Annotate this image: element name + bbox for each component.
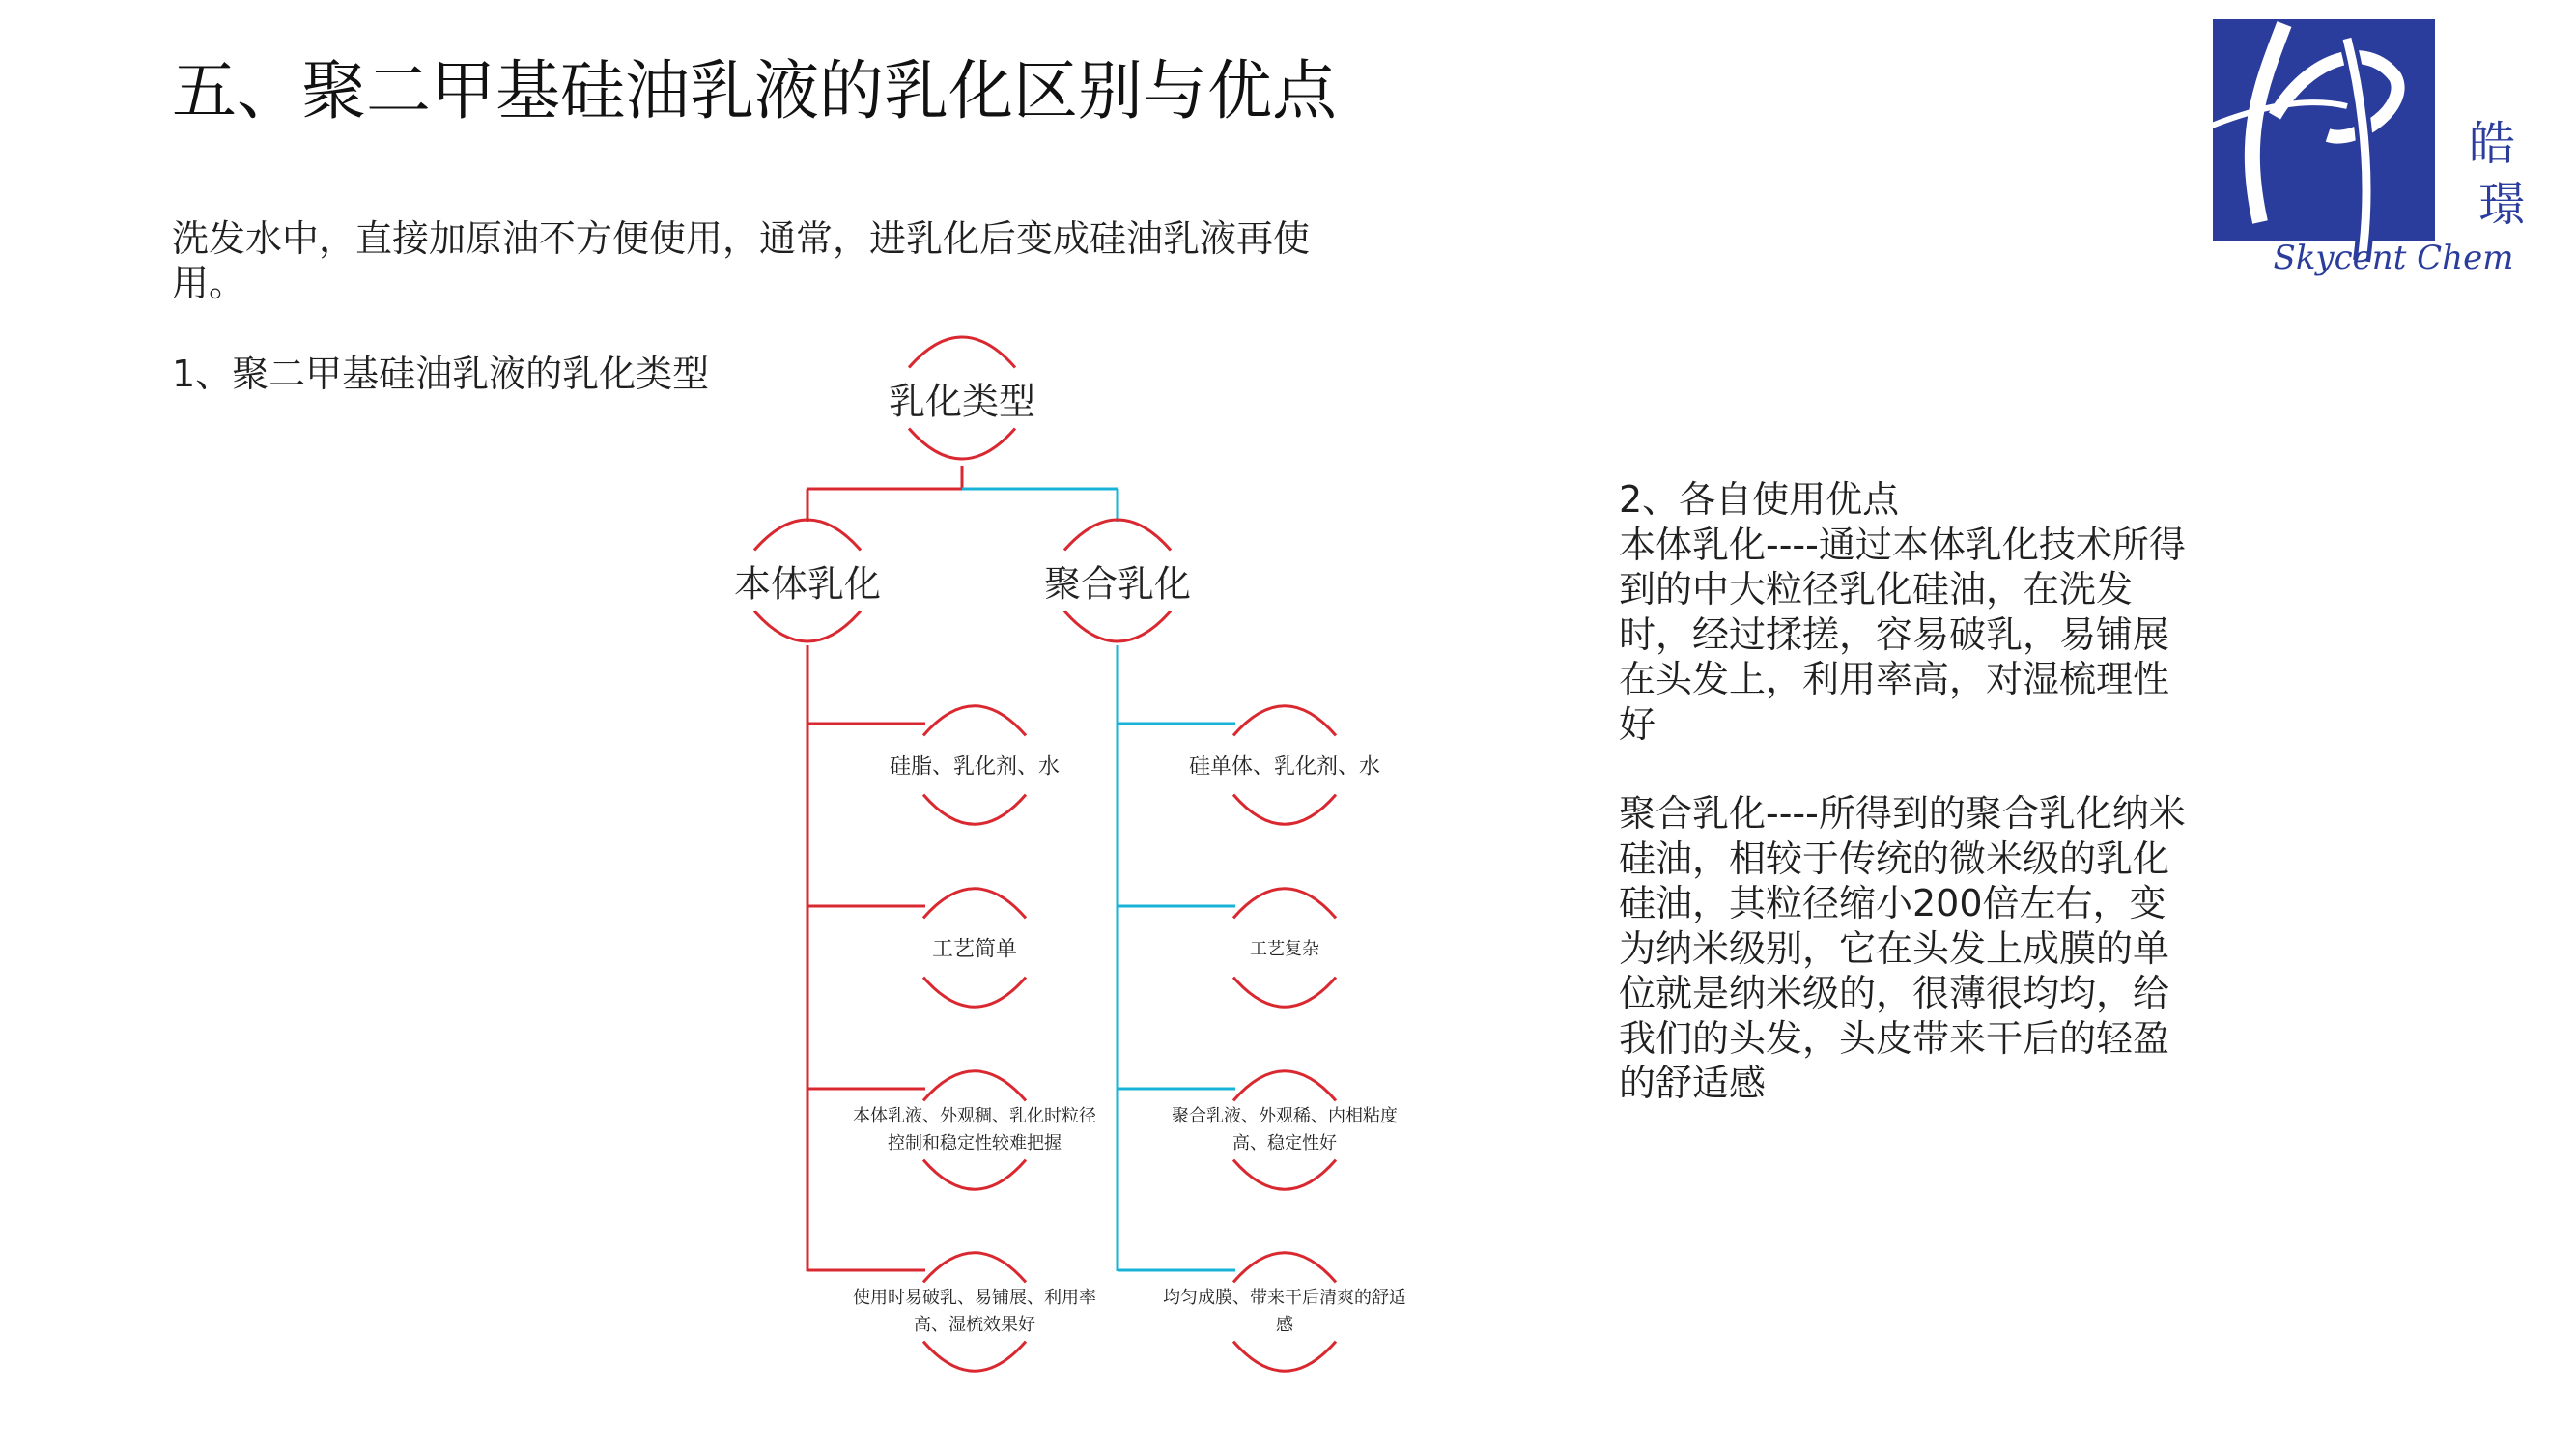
bulk-item-usage: 使用时易破乳、易铺展、利用率高、湿梳效果好 xyxy=(853,1288,1096,1335)
polymer-item-materials: 硅单体、乳化剂、水 xyxy=(1188,754,1381,780)
section-1-heading: 1、聚二甲基硅油乳液的乳化类型 xyxy=(172,353,710,395)
polymer-item-0-bottom-arc xyxy=(1233,795,1336,825)
branch-bulk-label: 本体乳化 xyxy=(733,562,882,606)
polymer-item-3-top-arc xyxy=(1233,1253,1336,1283)
bulk-advantage-text: 本体乳化----通过本体乳化技术所得到的中大粒径乳化硅油，在洗发时，经过揉搓，容易破乳，易铺展在头发上，利用率高，对湿梳理性好 xyxy=(1619,523,2186,746)
logo-brand-text: Skycent Chem xyxy=(2273,239,2514,277)
page-title: 五、聚二甲基硅油乳液的乳化区别与优点 xyxy=(172,53,1337,128)
polymer-item-properties: 聚合乳液、外观稀、内相粘度高、稳定性好 xyxy=(1172,1106,1398,1153)
section-2-heading: 2、各自使用优点 xyxy=(1619,478,1900,521)
logo-side-char-1: 皓 xyxy=(2468,117,2516,171)
polymer-item-3-bottom-arc xyxy=(1233,1342,1336,1372)
bulk-item-1-top-arc xyxy=(923,889,1026,919)
polymer-item-2-top-arc xyxy=(1233,1071,1336,1101)
polymer-item-1-top-arc xyxy=(1233,889,1336,919)
bulk-item-3-top-arc xyxy=(923,1253,1026,1283)
polymer-item-2-bottom-arc xyxy=(1233,1160,1336,1190)
polymer-item-1-bottom-arc xyxy=(1233,978,1336,1008)
root-node-bottom-arc xyxy=(909,429,1015,460)
polymer-item-usage: 均匀成膜、带来干后清爽的舒适感 xyxy=(1163,1288,1406,1335)
company-logo xyxy=(2202,0,2576,282)
bulk-item-materials: 硅脂、乳化剂、水 xyxy=(889,754,1061,780)
node-arcs xyxy=(754,337,1336,1371)
bulk-node-top-arc xyxy=(754,520,861,551)
polymer-node-top-arc xyxy=(1064,520,1171,551)
bulk-item-0-top-arc xyxy=(923,706,1026,736)
polymer-node-bottom-arc xyxy=(1064,611,1171,642)
polymer-advantage-text: 聚合乳化----所得到的聚合乳化纳米硅油，相较于传统的微米级的乳化硅油，其粒径缩小200倍左右，变为纳米级别，它在头发上成膜的单位就是纳米级的，很薄很均均，给我们的头发，头皮带来干后的轻盈的舒适感 xyxy=(1619,792,2186,1104)
bulk-item-properties: 本体乳液、外观稠、乳化时粒径控制和稳定性较难把握 xyxy=(853,1106,1096,1153)
bulk-item-2-bottom-arc xyxy=(923,1160,1026,1190)
branch-polymer-label: 聚合乳化 xyxy=(1043,562,1192,606)
bulk-item-1-bottom-arc xyxy=(923,978,1026,1008)
bulk-item-0-bottom-arc xyxy=(923,795,1026,825)
bulk-item-process: 工艺简单 xyxy=(931,937,1018,962)
polymer-item-process: 工艺复杂 xyxy=(1250,939,1319,959)
intro-text: 洗发水中，直接加原油不方便使用，通常，进乳化后变成硅油乳液再使用。 xyxy=(172,217,1311,304)
bulk-item-2-top-arc xyxy=(923,1071,1026,1101)
logo-side-char-2: 璟 xyxy=(2477,178,2526,232)
bulk-item-3-bottom-arc xyxy=(923,1342,1026,1372)
root-node-label: 乳化类型 xyxy=(888,380,1036,423)
bulk-node-bottom-arc xyxy=(754,611,861,642)
polymer-item-0-top-arc xyxy=(1233,706,1336,736)
root-node-top-arc xyxy=(909,337,1015,368)
